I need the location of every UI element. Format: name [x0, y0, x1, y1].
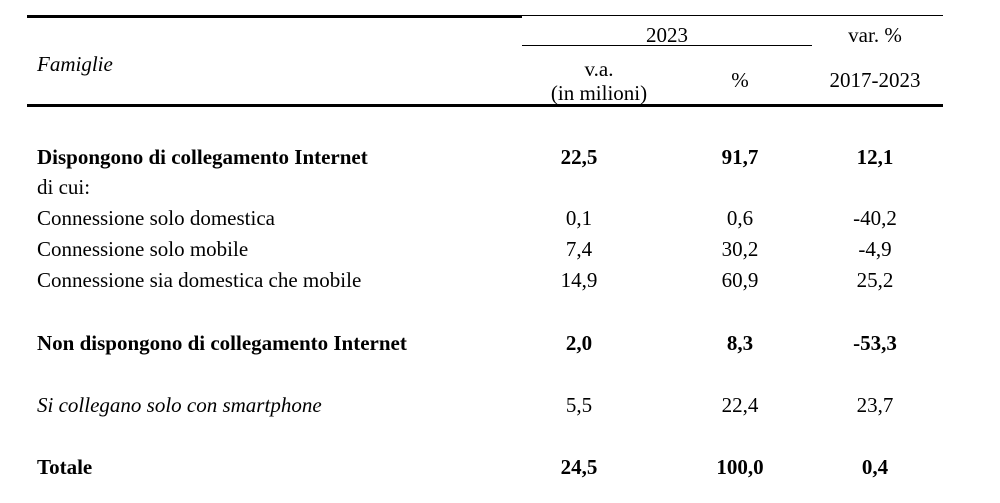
row-label: Non dispongono di collegamento Internet	[37, 331, 407, 355]
cell-var: -4,9	[858, 237, 892, 261]
va-header-line1: v.a.	[584, 57, 614, 81]
cell-pct: 22,4	[721, 393, 759, 417]
cell-pct: 100,0	[716, 455, 764, 479]
cell-var: 25,2	[856, 268, 894, 292]
row-label: Totale	[37, 455, 93, 479]
year-header: 2023	[646, 23, 688, 47]
header-bottom-rule	[27, 104, 943, 107]
var-title-header: var. %	[848, 23, 902, 47]
cell-pct: 8,3	[726, 331, 754, 355]
cell-pct: 60,9	[721, 268, 759, 292]
cell-pct: 30,2	[721, 237, 759, 261]
cell-pct: 0,6	[726, 206, 754, 230]
cell-var: 0,4	[861, 455, 889, 479]
var-period-header: 2017-2023	[829, 68, 921, 92]
cell-va: 22,5	[560, 145, 598, 169]
cell-va: 2,0	[565, 331, 593, 355]
cell-var: -40,2	[853, 206, 897, 230]
pct-header: %	[731, 68, 749, 92]
row-label: Dispongono di collegamento Internet	[37, 145, 368, 169]
cell-va: 5,5	[565, 393, 593, 417]
row-label: Si collegano solo con smartphone	[37, 393, 322, 417]
row-label: Connessione sia domestica che mobile	[37, 268, 362, 292]
top-rule-right	[522, 15, 943, 16]
cell-va: 24,5	[560, 455, 598, 479]
cell-var: 23,7	[856, 393, 894, 417]
row-label-header: Famiglie	[37, 52, 113, 76]
cell-va: 0,1	[565, 206, 593, 230]
cell-var: -53,3	[853, 331, 897, 355]
va-header-line2: (in milioni)	[550, 81, 648, 105]
cell-va: 7,4	[565, 237, 593, 261]
top-rule-left	[27, 15, 522, 18]
row-label: Connessione solo mobile	[37, 237, 249, 261]
cell-va: 14,9	[560, 268, 598, 292]
row-label: Connessione solo domestica	[37, 206, 275, 230]
cell-var: 12,1	[856, 145, 894, 169]
row-label: di cui:	[37, 175, 91, 199]
cell-pct: 91,7	[721, 145, 759, 169]
